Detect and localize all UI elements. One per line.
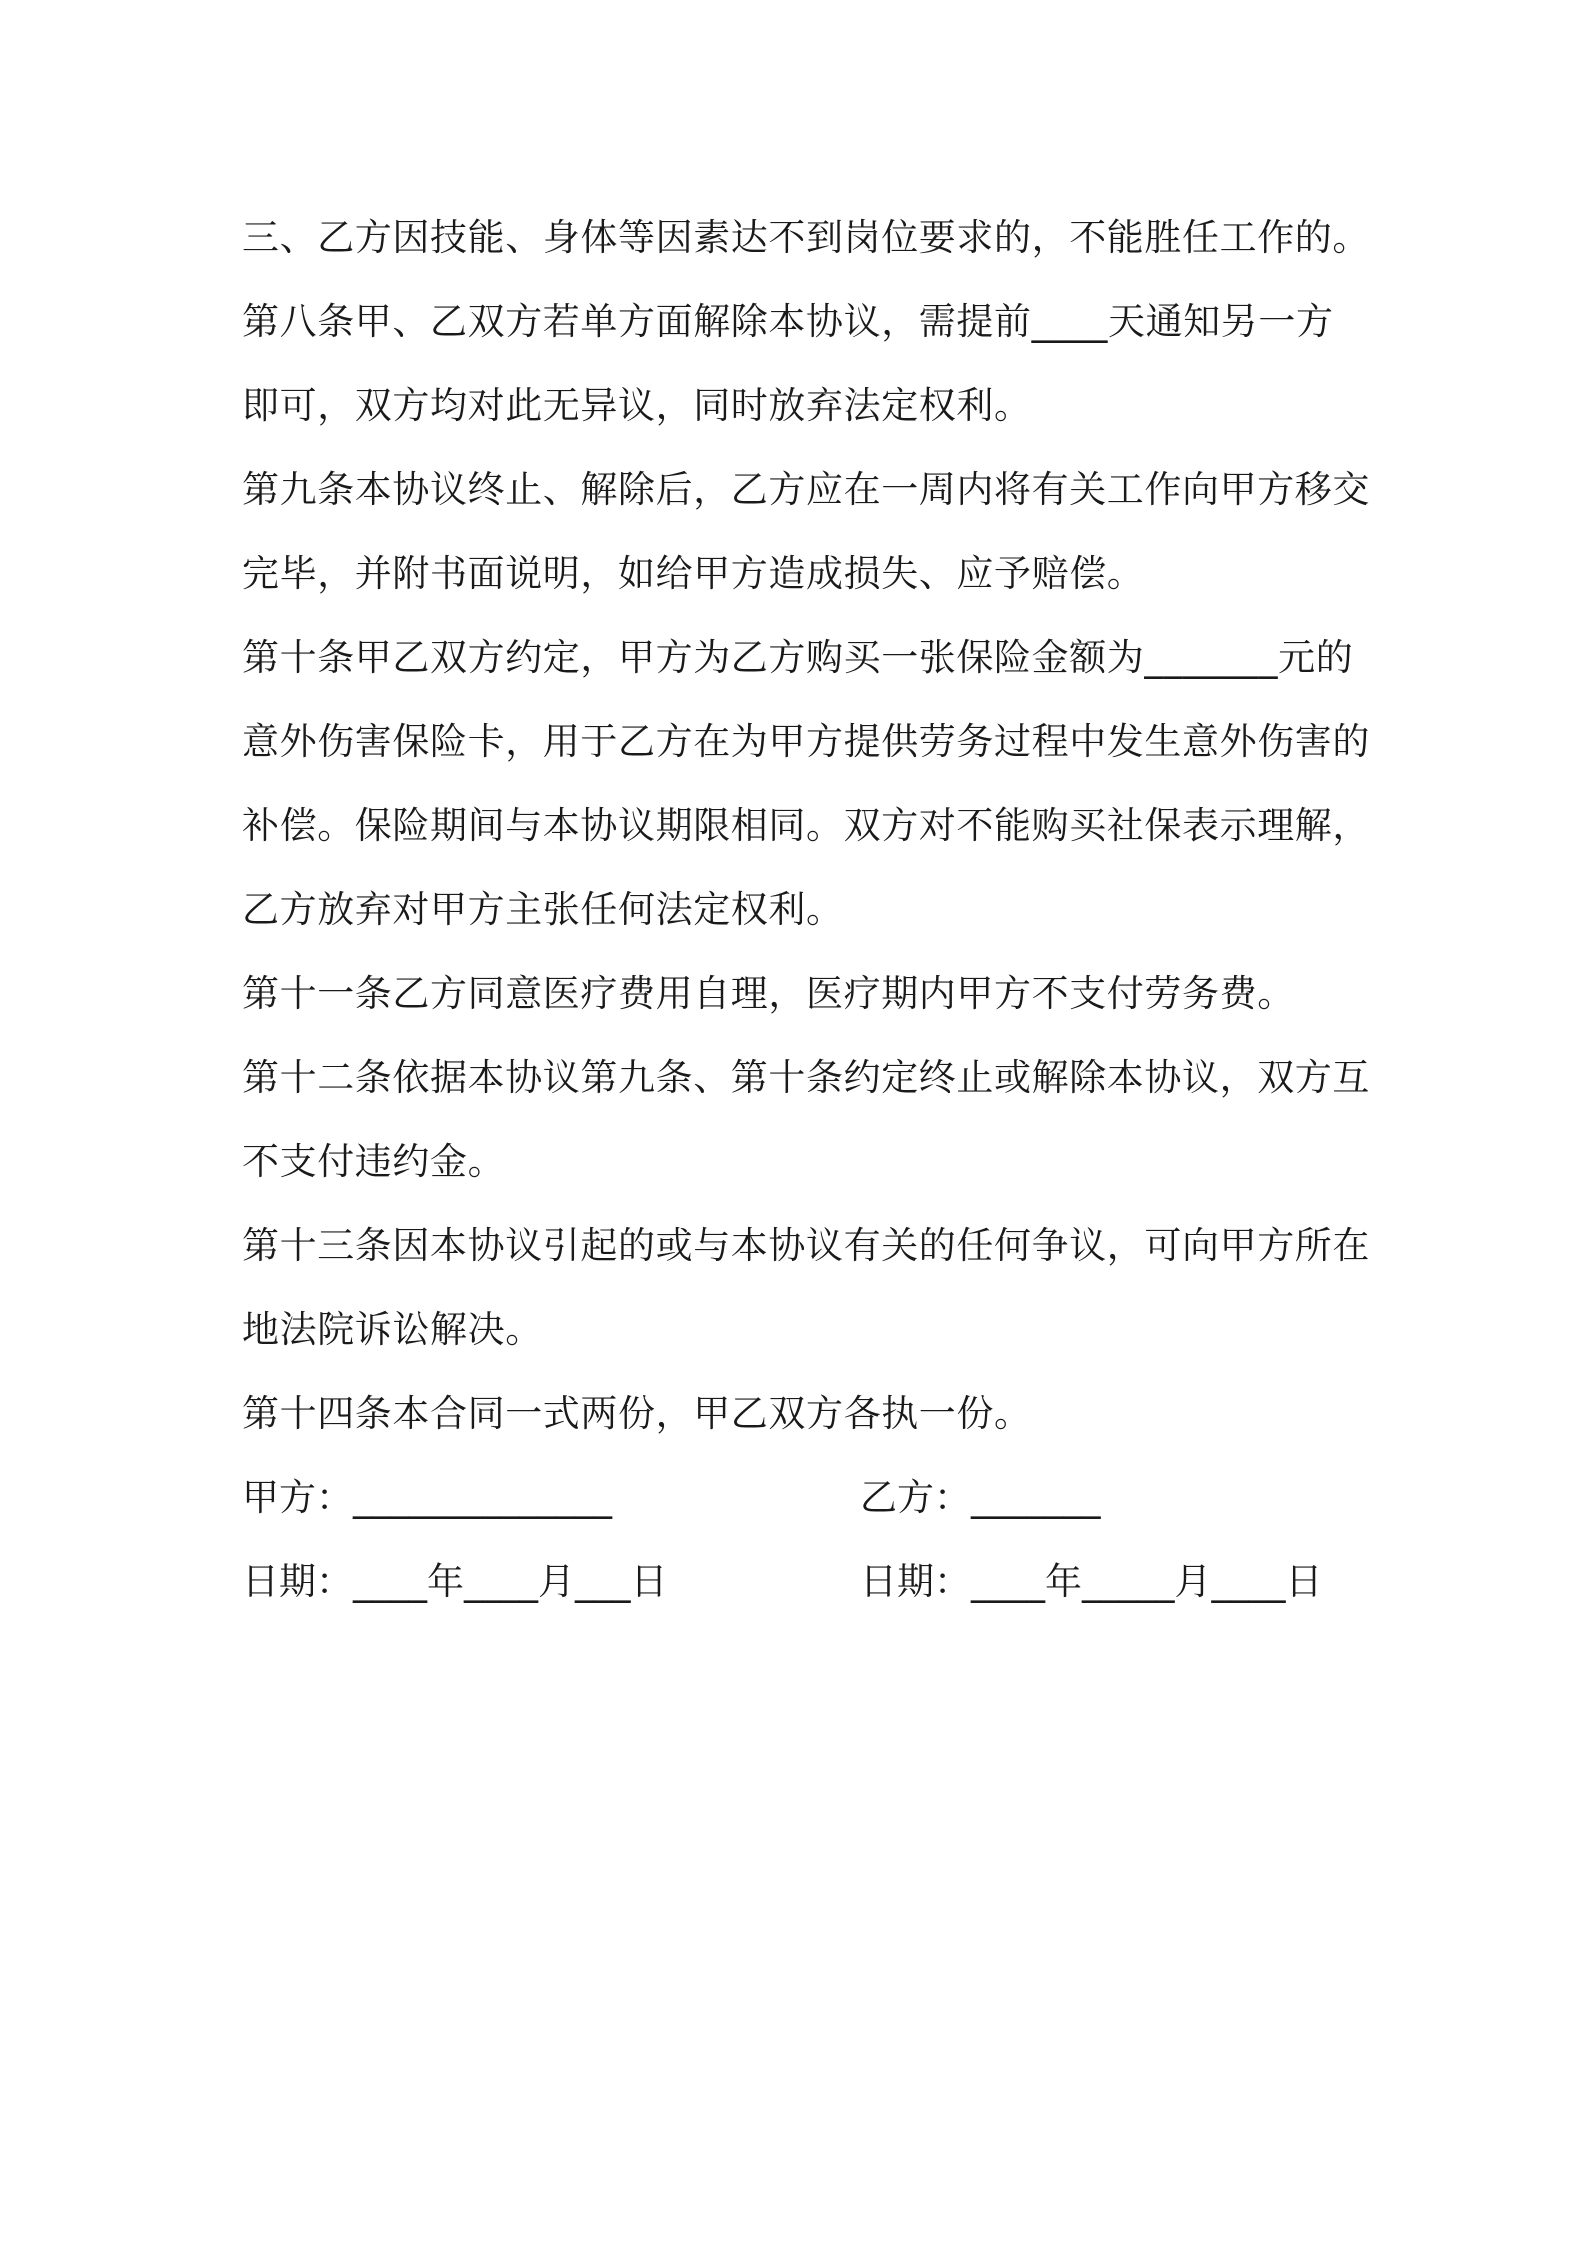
clause-line-8: 补偿。保险期间与本协议期限相同。双方对不能购买社保表示理解，	[242, 804, 1370, 847]
clause-line-1: 三、乙方因技能、身体等因素达不到岗位要求的，不能胜任工作的。	[242, 216, 1370, 259]
clause-line-11: 第十二条依据本协议第九条、第十条约定终止或解除本协议，双方互	[242, 1056, 1370, 1099]
clause-line-13: 第十三条因本协议引起的或与本协议有关的任何争议，可向甲方所在	[242, 1224, 1370, 1267]
clause-line-15: 第十四条本合同一式两份，甲乙双方各执一份。	[242, 1392, 1032, 1435]
party-a-signature: 甲方：______________	[242, 1476, 612, 1519]
clause-line-14: 地法院诉讼解决。	[242, 1308, 543, 1351]
clause-line-5: 完毕，并附书面说明，如给甲方造成损失、应予赔偿。	[242, 552, 1145, 595]
party-b-date: 日期：____年_____月____日	[860, 1560, 1323, 1603]
clause-line-9: 乙方放弃对甲方主张任何法定权利。	[242, 888, 844, 931]
clause-line-6: 第十条甲乙双方约定，甲方为乙方购买一张保险金额为_______元的	[242, 636, 1354, 679]
clause-line-4: 第九条本协议终止、解除后，乙方应在一周内将有关工作向甲方移交	[242, 468, 1370, 511]
party-b-signature: 乙方：_______	[860, 1476, 1101, 1519]
signature-party-row	[242, 1456, 1362, 1540]
clause-line-2: 第八条甲、乙双方若单方面解除本协议，需提前____天通知另一方	[242, 300, 1334, 343]
clause-line-10: 第十一条乙方同意医疗费用自理，医疗期内甲方不支付劳务费。	[242, 972, 1295, 1015]
party-a-date: 日期：____年____月___日	[242, 1560, 668, 1603]
document-body	[242, 196, 1370, 1624]
clause-line-7: 意外伤害保险卡，用于乙方在为甲方提供劳务过程中发生意外伤害的	[242, 720, 1370, 763]
clause-line-3: 即可，双方均对此无异议，同时放弃法定权利。	[242, 384, 1032, 427]
signature-date-row	[242, 1540, 1362, 1624]
clause-line-12: 不支付违约金。	[242, 1140, 506, 1183]
